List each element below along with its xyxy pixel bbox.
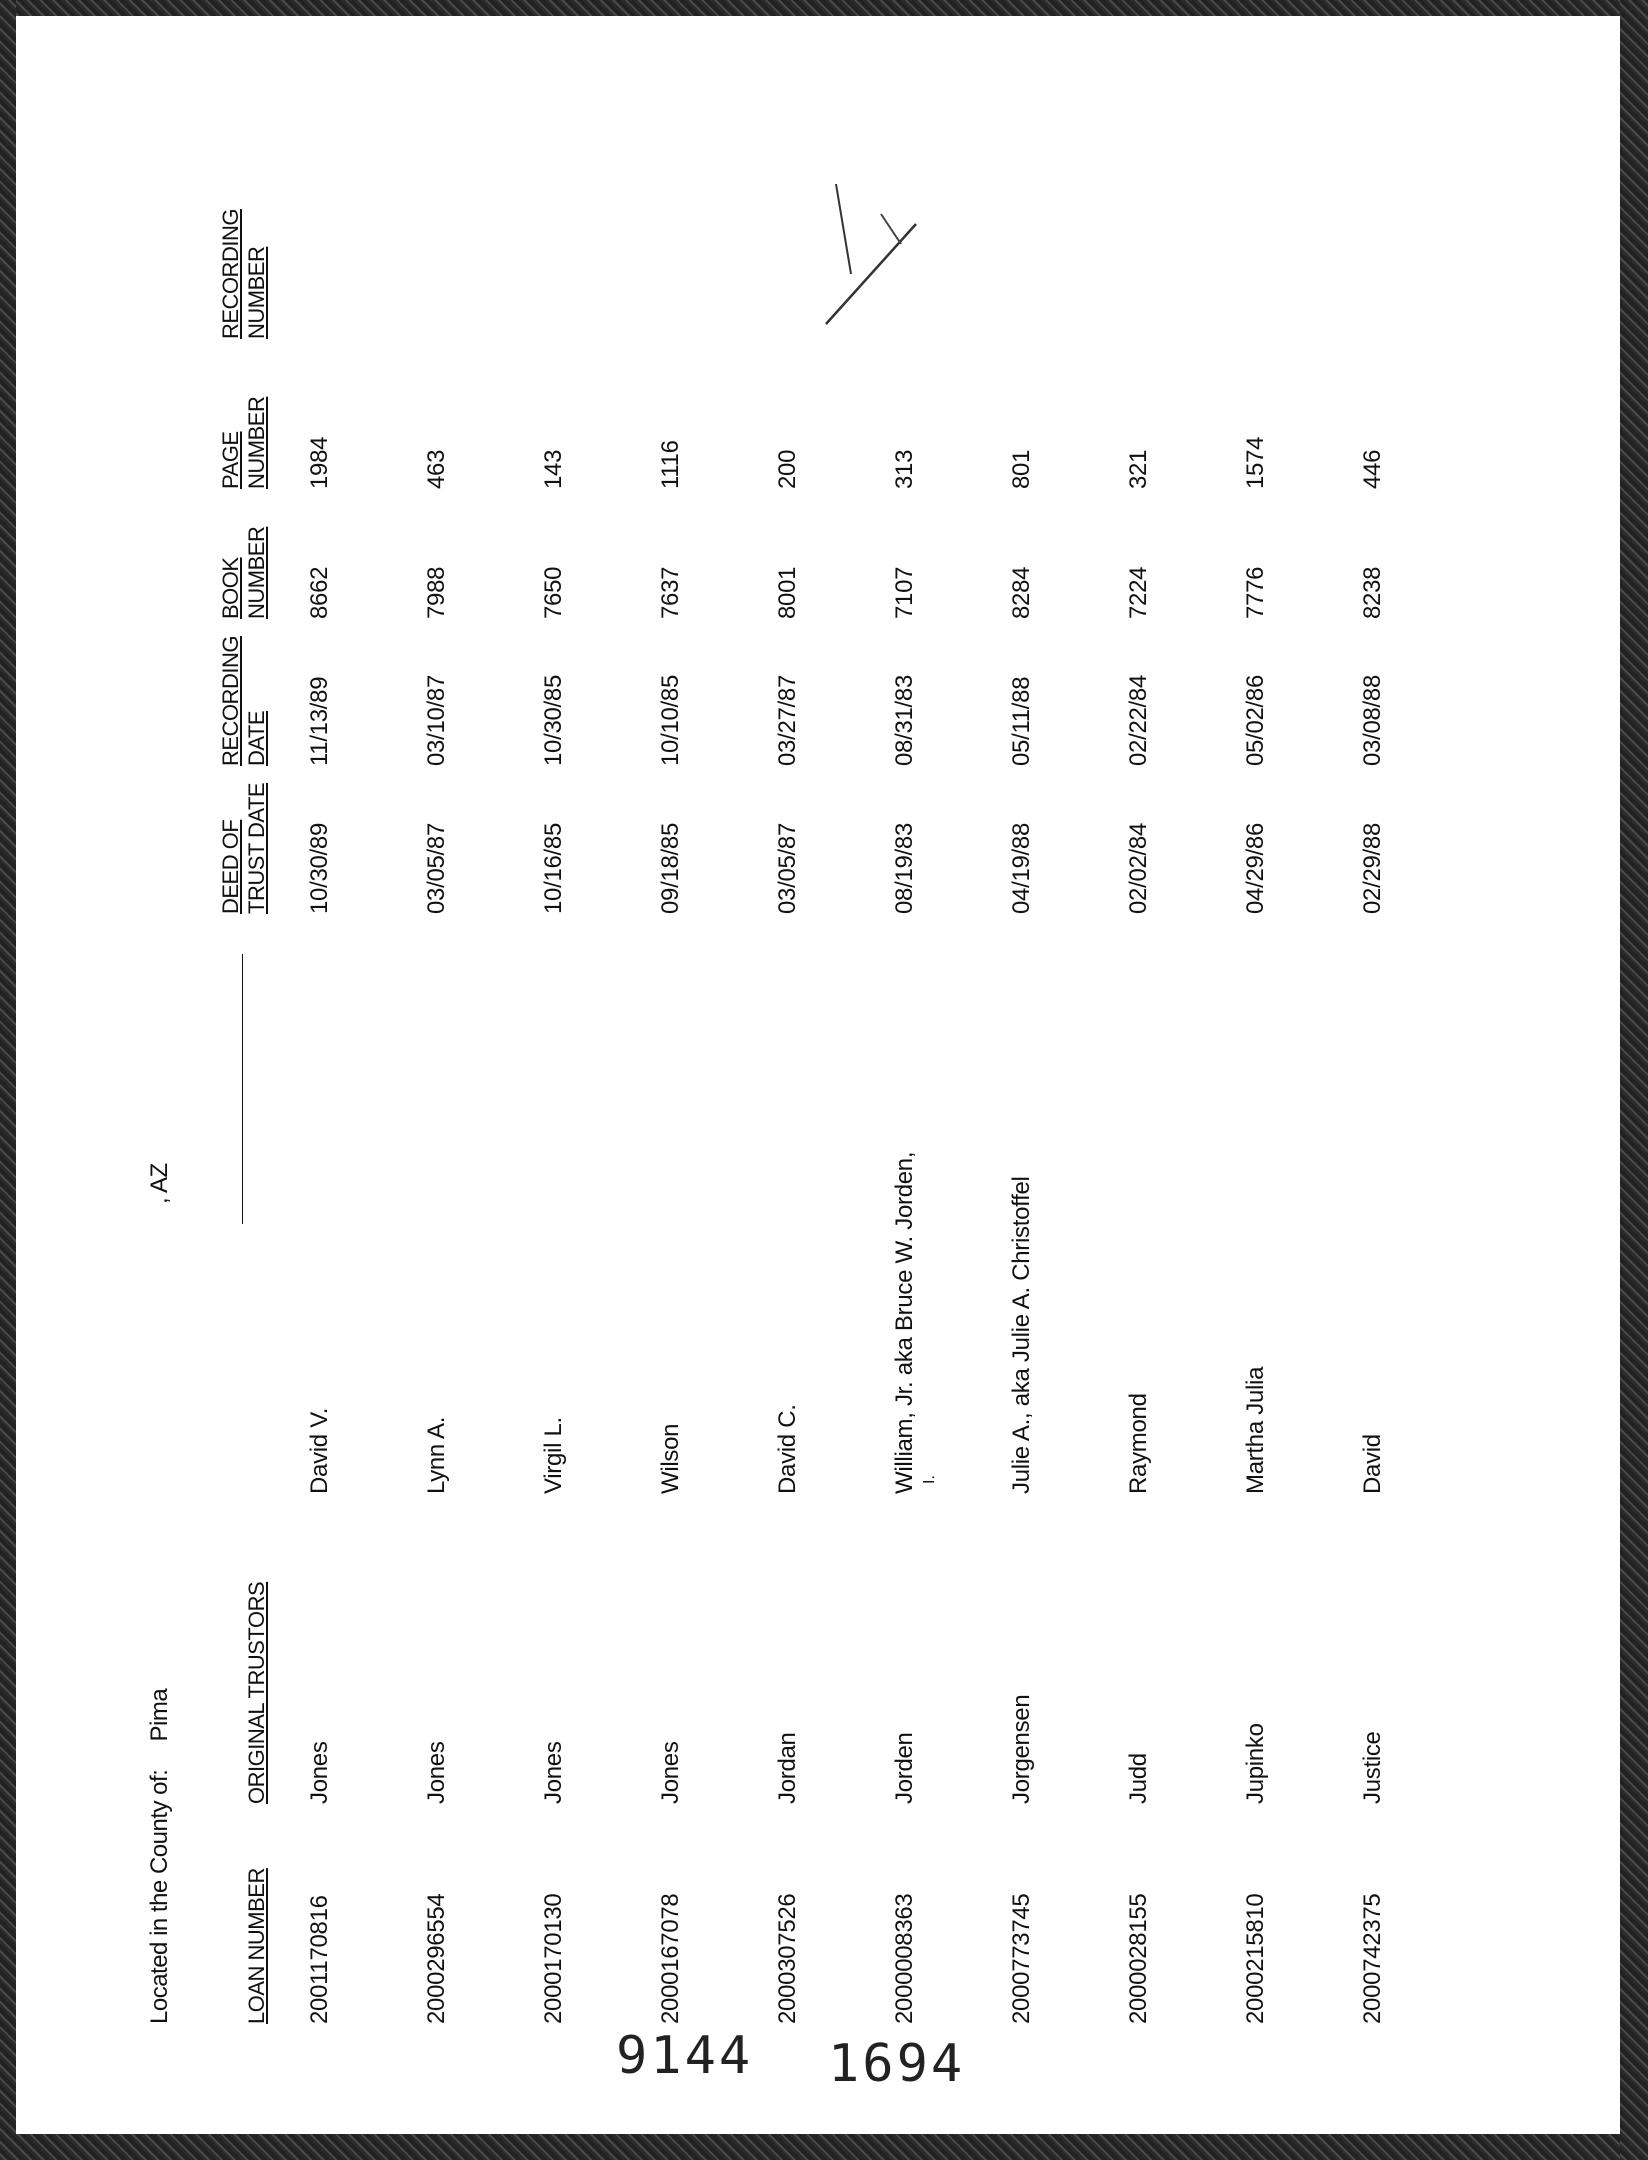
cell-loan-number: 2000008363: [891, 1893, 918, 2024]
cell-last-name: Jorden: [891, 1732, 918, 1804]
cell-last-name: Jones: [423, 1741, 450, 1804]
cell-loan-number: 2000170130: [540, 1893, 567, 2024]
cell-last-name: Jones: [540, 1741, 567, 1804]
cell-last-name: Jones: [306, 1741, 333, 1804]
cell-page-number: 1984: [306, 436, 333, 489]
cell-page-number: 200: [774, 449, 801, 489]
cell-page-number: 801: [1008, 449, 1035, 489]
header-book-number-2: NUMBER: [244, 526, 269, 619]
cell-book-number: 8662: [306, 566, 333, 619]
cell-first-name: David C.: [774, 1404, 801, 1494]
cell-deed-date: 04/19/88: [1008, 822, 1035, 914]
cell-deed-date: 08/19/83: [891, 822, 918, 914]
header-original-trustors: ORIGINAL TRUSTORS: [244, 1581, 269, 1804]
cell-last-name: Jupinko: [1242, 1723, 1269, 1804]
cell-recording-date: 02/22/84: [1125, 674, 1152, 766]
cell-loan-number: 2000742375: [1359, 1893, 1386, 2024]
cell-first-name: David: [1359, 1434, 1386, 1494]
cell-recording-date: 03/08/88: [1359, 674, 1386, 766]
cell-last-name: Judd: [1125, 1753, 1152, 1804]
cell-deed-date: 04/29/86: [1242, 822, 1269, 914]
cell-page-number: 463: [423, 449, 450, 489]
cell-loan-number: 2000773745: [1008, 1893, 1035, 2024]
cell-first-name: Julie A., aka Julie A. Christoffel: [1008, 1176, 1035, 1494]
cell-first-name: Virgil L.: [540, 1417, 567, 1494]
header-rule: [242, 954, 243, 1224]
county-line: [146, 1163, 174, 2024]
cell-book-number: 7107: [891, 566, 918, 619]
header-recording-date-1: RECORDING: [218, 636, 243, 766]
cell-book-number: 8001: [774, 566, 801, 619]
header-recording-number-2: NUMBER: [244, 246, 269, 339]
check-mark: [806, 164, 936, 334]
cell-loan-number: 2001170816: [306, 1895, 333, 2024]
county-name: Pima: [146, 1688, 173, 1742]
header-page-number-2: NUMBER: [244, 396, 269, 489]
cell-recording-date: 05/11/88: [1008, 676, 1035, 766]
cell-first-name: Lynn A.: [423, 1416, 450, 1494]
cell-recording-date: 05/02/86: [1242, 674, 1269, 766]
cell-deed-date: 02/02/84: [1125, 822, 1152, 914]
handwritten-number-left: 9144: [616, 2026, 754, 2086]
cell-book-number: 7637: [657, 566, 684, 619]
cell-deed-date: 09/18/85: [657, 822, 684, 914]
header-recording-number-1: RECORDING: [218, 209, 243, 339]
header-book-number-1: BOOK: [218, 557, 243, 619]
cell-page-number: 1116: [657, 440, 684, 489]
cell-last-name: Jordan: [774, 1732, 801, 1804]
header-loan-number: LOAN NUMBER: [244, 1868, 269, 2024]
cell-first-name: William, Jr. aka Bruce W. Jorden,: [891, 1151, 918, 1494]
cell-deed-date: 10/30/89: [306, 822, 333, 914]
document-page: [16, 16, 1620, 2134]
header-recording-date-2: DATE: [244, 710, 269, 766]
cell-first-name: Raymond: [1125, 1393, 1152, 1494]
scan-border-top: [0, 0, 1648, 16]
header-deed-of-trust-date-2: TRUST DATE: [244, 782, 269, 914]
cell-loan-number: 2000296554: [423, 1893, 450, 2024]
cell-recording-date: 08/31/83: [891, 674, 918, 766]
cell-book-number: 8284: [1008, 566, 1035, 619]
cell-recording-date: 10/30/85: [540, 674, 567, 766]
cell-last-name: Jones: [657, 1741, 684, 1804]
cell-first-name: David V.: [306, 1407, 333, 1494]
located-label: Located in the County of:: [146, 1769, 173, 2024]
rotated-table: [16, 16, 1620, 2134]
cell-page-number: 321: [1125, 449, 1152, 489]
cell-loan-number: 2000167078: [657, 1893, 684, 2024]
cell-last-name: Jorgensen: [1008, 1694, 1035, 1804]
cell-book-number: 7988: [423, 566, 450, 619]
cell-loan-number: 2000028155: [1125, 1893, 1152, 2024]
header-page-number-1: PAGE: [218, 431, 243, 489]
cell-book-number: 7650: [540, 566, 567, 619]
scan-border-right: [1620, 0, 1648, 2160]
cell-book-number: 8238: [1359, 566, 1386, 619]
cell-deed-date: 03/05/87: [774, 822, 801, 914]
cell-loan-number: 2000307526: [774, 1893, 801, 2024]
cell-page-number: 1574: [1242, 436, 1269, 489]
cell-recording-date: 11/13/89: [306, 676, 333, 766]
cell-page-number: 143: [540, 449, 567, 489]
cell-loan-number: 2000215810: [1242, 1893, 1269, 2024]
cell-deed-date: 02/29/88: [1359, 822, 1386, 914]
cell-first-name: Martha Julia: [1242, 1366, 1269, 1494]
cell-book-number: 7776: [1242, 566, 1269, 619]
cell-recording-date: 03/10/87: [423, 674, 450, 766]
scan-border-bottom: [0, 2134, 1648, 2160]
cell-book-number: 7224: [1125, 566, 1152, 619]
cell-first-name: Wilson: [657, 1423, 684, 1494]
cell-deed-date: 03/05/87: [423, 822, 450, 914]
cell-recording-date: 03/27/87: [774, 674, 801, 766]
state-name: , AZ: [146, 1163, 173, 1204]
header-deed-of-trust-date-1: DEED OF: [218, 819, 243, 914]
handwritten-number-right: 1694: [828, 2034, 966, 2094]
cell-page-number: 446: [1359, 449, 1386, 489]
cell-recording-date: 10/10/85: [657, 674, 684, 766]
cell-deed-date: 10/16/85: [540, 822, 567, 914]
cell-page-number: 313: [891, 449, 918, 489]
cell-last-name: Justice: [1359, 1731, 1386, 1804]
scan-border-left: [0, 0, 16, 2160]
cell-first-name-note: I.: [921, 1475, 938, 1484]
